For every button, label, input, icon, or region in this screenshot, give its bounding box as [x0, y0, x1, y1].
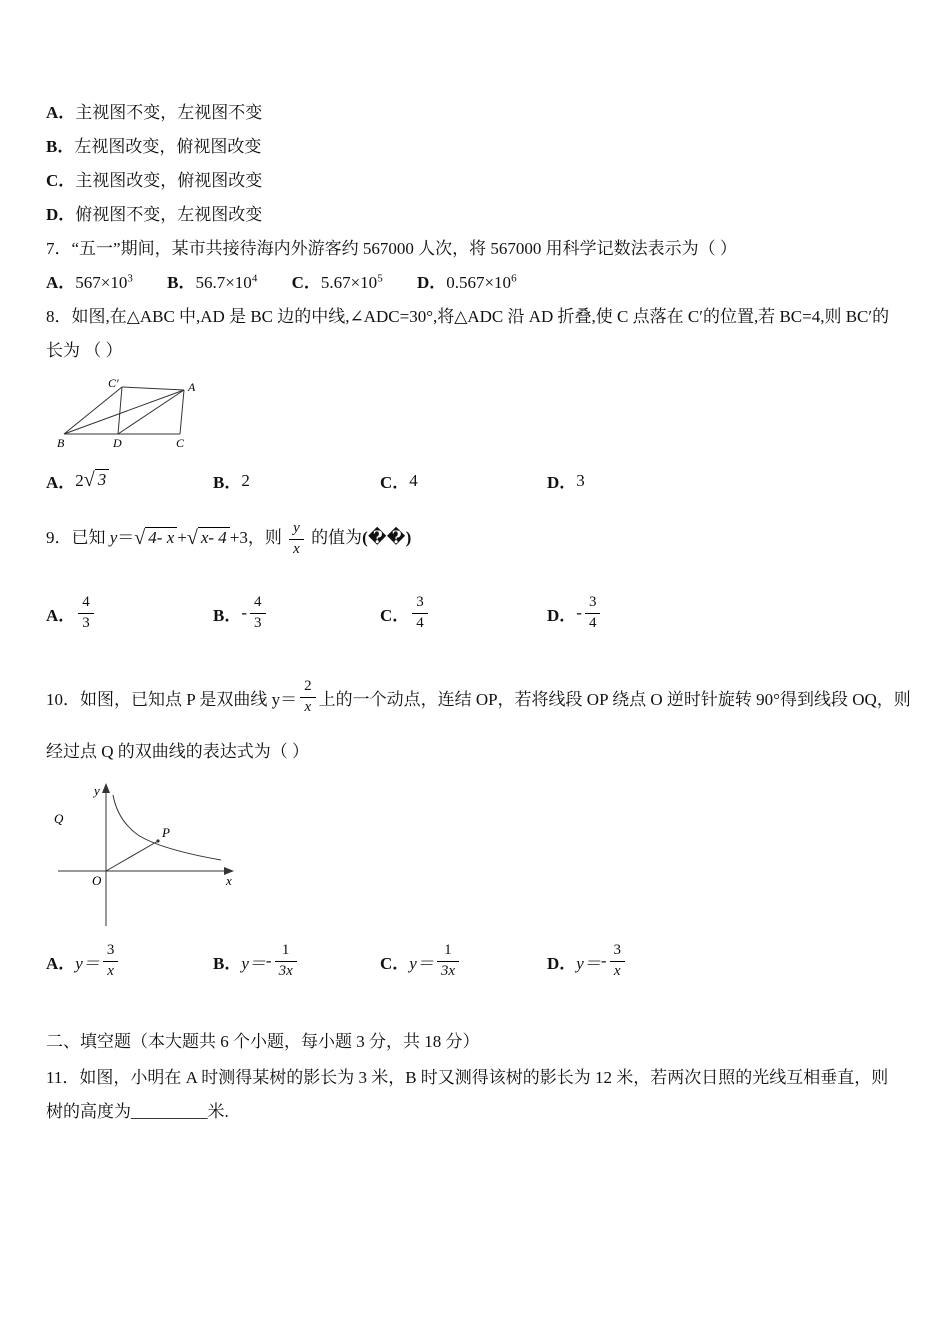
fraction: [437, 941, 459, 981]
option-label: C．: [291, 273, 321, 292]
numerator: 2: [300, 677, 316, 698]
q8-triangle-diagram: [56, 378, 216, 452]
point-p: [156, 839, 159, 842]
vertex-label-a: A: [188, 380, 196, 394]
q6-option-a: [46, 96, 894, 130]
q7-option-c: [292, 273, 383, 292]
option-value: 0.567×10: [446, 273, 512, 292]
minus-sign: -: [265, 951, 272, 970]
option-label: B．: [213, 605, 242, 625]
option-label: D．: [46, 205, 76, 224]
garbled-characters: (��): [362, 527, 412, 547]
denominator: x: [613, 962, 621, 979]
radical-sign: √: [134, 526, 146, 549]
vertex-label-c-prime: C′: [108, 378, 119, 390]
q7-option-d: [417, 273, 517, 292]
denominator: 3x: [278, 962, 293, 979]
denominator: x: [293, 540, 300, 557]
sqrt-expression: [84, 469, 109, 492]
question-9-stem: [46, 519, 894, 559]
numerator: y: [289, 519, 304, 540]
question-8-options: [46, 468, 894, 493]
q6-option-c: [46, 164, 894, 198]
q8-option-a: [46, 468, 213, 493]
q9-lead: 9．已知: [46, 527, 110, 547]
radical-sign: √: [186, 526, 198, 549]
y-equals: y＝: [576, 953, 601, 973]
sqrt-expression-2: [187, 528, 230, 547]
fraction: [78, 593, 94, 633]
option-label: B．: [213, 473, 242, 492]
option-value: 56.7×10: [195, 273, 252, 292]
option-value: 2: [241, 470, 250, 490]
q10-option-d: [547, 941, 714, 981]
option-label: A．: [46, 273, 76, 292]
exponent: 5: [377, 272, 383, 285]
option-label: A．: [46, 473, 76, 492]
question-6-options: [46, 96, 894, 232]
exponent: 4: [251, 272, 258, 285]
option-label: C．: [380, 953, 410, 973]
option-label: B．: [46, 137, 75, 156]
numerator: 3: [585, 593, 601, 614]
option-text: 左视图改变，俯视图改变: [74, 137, 262, 156]
y-equals: y＝: [75, 953, 100, 973]
q9-option-a: [46, 593, 213, 633]
question-8-stem: 8．如图,在△ABC 中,AD 是 BC 边的中线,∠ADC=30°,将△ADC 沿 AD 折叠,使 C 点落在 C′的位置,若 BC=4,则 BC′的长为 （ ）: [46, 307, 890, 360]
q10-hyperbola-diagram: [46, 781, 241, 933]
y-equals: y＝: [409, 953, 434, 973]
fraction: [250, 593, 266, 633]
q10-figure: [46, 781, 894, 933]
q9-option-c: [380, 593, 547, 633]
q9-option-b: [213, 593, 380, 633]
option-label: B．: [167, 273, 196, 292]
q7-option-b: [167, 273, 257, 292]
equals-sign: ＝: [117, 527, 135, 547]
q6-option-b: [46, 130, 894, 164]
option-label: D．: [416, 273, 447, 292]
option-label: D．: [547, 953, 577, 973]
axis-label-x: x: [226, 873, 232, 888]
fraction: [585, 593, 601, 633]
option-label: A．: [46, 103, 76, 122]
option-value: 5.67×10: [320, 273, 378, 292]
y-equals: y＝: [241, 953, 266, 973]
exponent: 3: [127, 272, 133, 285]
vertex-label-d: D: [113, 436, 122, 450]
q7-option-a: [46, 273, 133, 292]
option-label: A．: [46, 953, 76, 973]
denominator: 3x: [440, 962, 455, 979]
numerator: 3: [103, 941, 119, 962]
plus-three: +3: [229, 527, 248, 547]
option-value: 4: [409, 470, 418, 490]
formula-lhs: y: [109, 527, 118, 547]
option-label: D．: [547, 473, 577, 492]
fraction-2-over-x: [300, 677, 316, 717]
q8-option-c: [380, 468, 547, 493]
radical-sign: √: [83, 469, 95, 491]
denominator: 4: [588, 614, 597, 631]
option-label: C．: [46, 171, 76, 190]
numerator: 3: [610, 941, 626, 962]
numerator: 4: [250, 593, 266, 614]
q9-tail: 的值为: [306, 527, 363, 547]
denominator: 4: [416, 614, 424, 631]
vertex-label-b: B: [57, 436, 65, 450]
plus-sign: +: [177, 527, 187, 547]
numerator: 3: [412, 593, 428, 614]
denominator: x: [107, 962, 114, 979]
q10-option-b: [213, 941, 380, 981]
option-text: 主视图不变，左视图不变: [75, 103, 263, 122]
question-7-stem: 7．“五一”期间，某市共接待海内外游客约 567000 人次，将 567000 用科学记数法表示为（ ）: [46, 239, 737, 258]
q8-option-b: [213, 468, 380, 493]
numerator: 1: [275, 941, 297, 962]
denominator: 3: [254, 614, 262, 631]
fraction: [275, 941, 297, 981]
question-10-stem-line2: 经过点 Q 的双曲线的表达式为（ ）: [46, 742, 310, 761]
numerator: 1: [437, 941, 459, 962]
minus-sign: -: [241, 603, 248, 622]
q10-stem-pre: 10．如图，已知点 P 是双曲线 y＝: [46, 689, 298, 709]
q10-stem-post: 上的一个动点，连结 OP，若将线段 OP 绕点 O 逆时针旋转 90°得到线段 OQ，则: [318, 689, 911, 709]
point-label-q: Q: [54, 811, 64, 826]
minus-sign: -: [576, 603, 582, 622]
option-label: B．: [213, 953, 242, 973]
radicand: 3: [95, 469, 110, 489]
option-label: A．: [46, 605, 76, 625]
vertex-label-c: C: [176, 436, 185, 450]
numerator: 4: [78, 593, 94, 614]
q6-option-d: [46, 198, 894, 232]
q9-mid: ，则: [247, 527, 287, 547]
y-axis-arrow: [102, 783, 110, 793]
minus-sign: -: [600, 951, 607, 970]
option-label: D．: [547, 605, 577, 625]
fraction-y-over-x: [289, 519, 304, 559]
fraction: [103, 941, 119, 981]
denominator: x: [304, 698, 312, 715]
coefficient: 2: [75, 470, 84, 490]
question-10-stem-line1: [46, 677, 911, 717]
radicand: 4- x: [145, 527, 177, 547]
question-9-options: [46, 593, 894, 633]
radicand: x- 4: [198, 527, 230, 547]
q8-option-d: [547, 468, 714, 493]
axis-label-y: y: [94, 783, 100, 798]
exponent: 6: [511, 272, 517, 285]
section-2-header: 二、填空题（本大题共 6 个小题，每小题 3 分，共 18 分）: [46, 1032, 480, 1051]
q10-option-c: [380, 941, 547, 981]
sqrt-expression-1: [134, 528, 177, 547]
fraction: [610, 941, 626, 981]
q9-option-d: [547, 593, 714, 633]
q10-option-a: [46, 941, 213, 981]
question-11-stem: 11．如图，小明在 A 时测得某树的影长为 3 米，B 时又测得该树的影长为 12 米，若两次日照的光线互相垂直，则树的高度为_________米.: [46, 1068, 889, 1121]
question-10-options: [46, 941, 894, 981]
option-label: C．: [380, 605, 410, 625]
point-label-p: P: [162, 825, 170, 840]
option-text: 主视图改变，俯视图改变: [75, 171, 263, 190]
option-label: C．: [380, 473, 410, 492]
question-7-options: [46, 266, 894, 300]
denominator: 3: [82, 614, 90, 631]
option-value: 3: [576, 470, 585, 490]
option-value: 567×10: [75, 273, 128, 292]
option-text: 俯视图不变，左视图改变: [75, 205, 263, 224]
origin-label-o: O: [92, 873, 102, 888]
q8-figure: [56, 378, 894, 452]
fraction: [412, 593, 428, 633]
